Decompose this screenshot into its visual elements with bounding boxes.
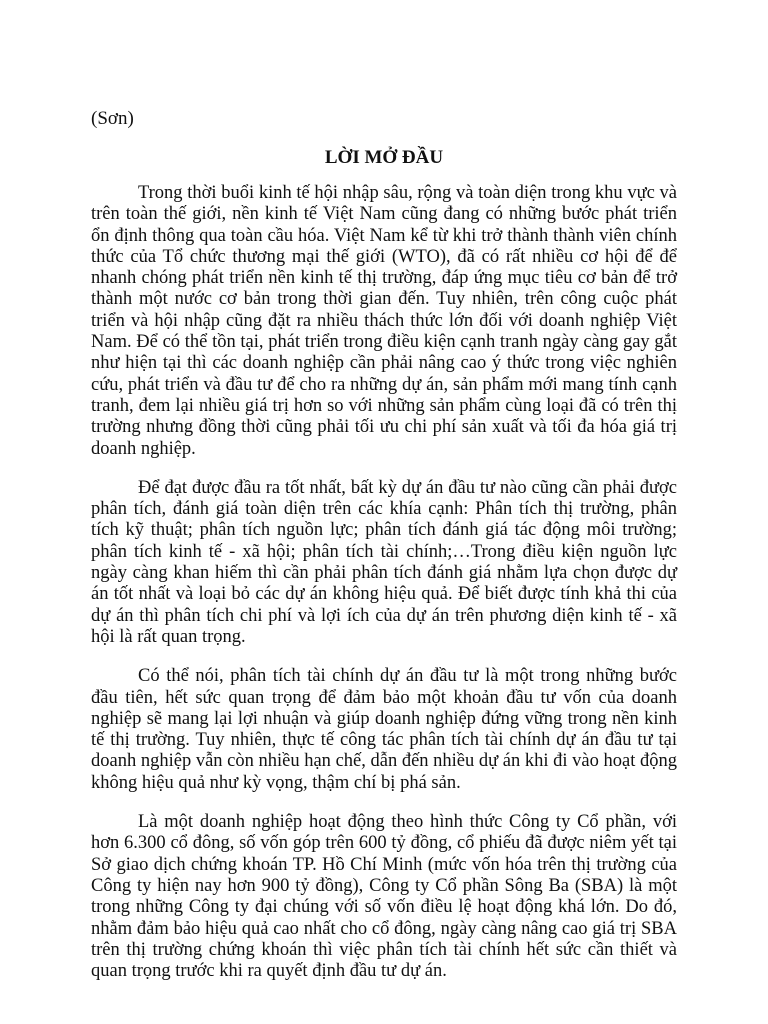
paragraph-project-analysis: Để đạt được đầu ra tốt nhất, bất kỳ dự án đầu tư nào cũng cần phải được phân tích, đánh giá toàn diện trên các khía cạnh: Phân tích thị trường, phân tích kỹ thuật; phân tích nguồn lực; phân tích đánh giá tác động môi trường; phân tích kinh tế - xã hội; phân tích tài chính;…Trong điều kiện nguồn lực ngày càng khan hiếm thì cần phải phân tích đánh giá nhằm lựa chọn được dự án tốt nhất và loại bỏ các dự án không hiệu quả. Để biết được tính khả thi của dự án thì phân tích chi phí và lợi ích của dự án trên phương diện kinh tế - xã hội là rất quan trọng. (91, 477, 677, 647)
paragraph-intro: Trong thời buổi kinh tế hội nhập sâu, rộng và toàn diện trong khu vực và trên toàn thế giới, nền kinh tế Việt Nam cũng đang có những bước phát triển ổn định thông qua toàn cầu hóa. Việt Nam kể từ khi trở thành thành viên chính thức của Tổ chức thương mại thế giới (WTO), đã có rất nhiều cơ hội để để nhanh chóng phát triển nền kinh tế thị trường, đáp ứng mục tiêu cơ bản để trở thành một nước cơ bản trong thời gian đến. Tuy nhiên, trên công cuộc phát triển và hội nhập cũng đặt ra nhiều thách thức lớn đối với doanh nghiệp Việt Nam. Để có thể tồn tại, phát triển trong điều kiện cạnh tranh ngày càng gay gắt như hiện tại thì các doanh nghiệp cần phải nâng cao ý thức trong việc nghiên cứu, phát triển và đầu tư để cho ra những dự án, sản phẩm mới mang tính cạnh tranh, đem lại nhiều giá trị hơn so với những sản phẩm cùng loại đã có trên thị trường nhưng đồng thời cũng phải tối ưu chi phí sản xuất và tối đa hóa giá trị doanh nghiệp. (91, 183, 677, 459)
paragraph-financial-analysis: Có thể nói, phân tích tài chính dự án đầu tư là một trong những bước đầu tiên, hết sức quan trọng để đảm bảo một khoản đầu tư vốn của doanh nghiệp sẽ mang lại lợi nhuận và giúp doanh nghiệp đứng vững trong nền kinh tế thị trường. Tuy nhiên, thực tế công tác phân tích tài chính dự án đầu tư tại doanh nghiệp vẫn còn nhiều hạn chế, dẫn đến nhiều dự án khi đi vào hoạt động không hiệu quả như kỳ vọng, thậm chí bị phá sản. (91, 666, 677, 793)
author-note: (Sơn) (91, 108, 134, 129)
document-body (91, 183, 677, 1000)
paragraph-company-sba: Là một doanh nghiệp hoạt động theo hình thức Công ty Cổ phần, với hơn 6.300 cổ đông, số vốn góp trên 600 tỷ đồng, cổ phiếu đã được niêm yết tại Sở giao dịch chứng khoán TP. Hồ Chí Minh (mức vốn hóa trên thị trường của Công ty hiện nay hơn 900 tỷ đồng), Công ty Cổ phần Sông Ba (SBA) là một trong những Công ty đại chúng với số vốn điều lệ hoạt động khá lớn. Do đó, nhằm đảm bảo hiệu quả cao nhất cho cổ đông, ngày càng nâng cao giá trị SBA trên thị trường chứng khoán thì việc phân tích tài chính hết sức cần thiết và quan trọng trước khi ra quyết định đầu tư dự án. (91, 812, 677, 982)
document-title: LỜI MỞ ĐẦU (324, 147, 444, 168)
